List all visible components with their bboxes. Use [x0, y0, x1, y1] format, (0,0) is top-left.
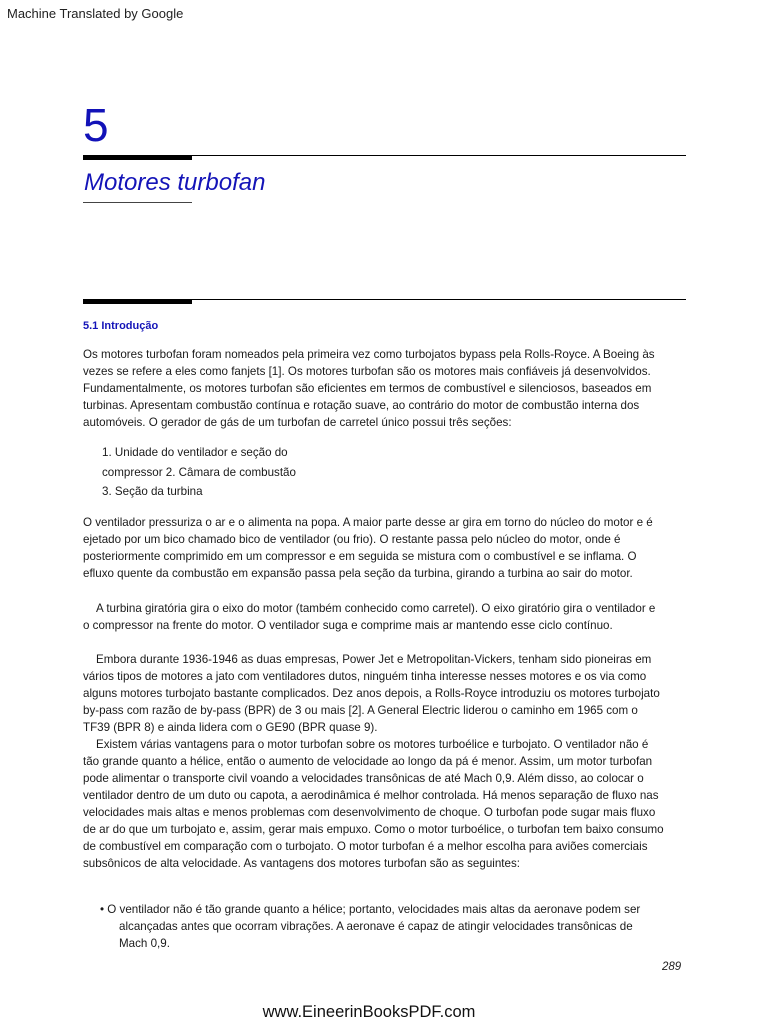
text-line: o compressor na frente do motor. O ventilador suga e comprime mais ar mantendo esse ciclo contínuo. — [83, 619, 613, 632]
text-line: O ventilador pressuriza o ar e o alimenta na popa. A maior parte desse ar gira em torno do núcleo do motor e é — [83, 516, 653, 529]
bullet-list-item — [100, 901, 640, 952]
chapter-number: 5 — [83, 99, 109, 151]
text-line: turbinas. Apresentam combustão contínua e rotação suave, ao contrário do motor de combustão interna dos — [83, 399, 640, 412]
section-heading: 5.1 Introdução — [83, 320, 159, 332]
text-line: vários tipos de motores a jato com ventiladores dutos, ninguém tinha interesse nesses motores e os via como — [83, 670, 647, 683]
section-rule-accent — [83, 299, 192, 304]
text-line: alcançadas antes que ocorram vibrações. A aeronave é capaz de atingir velocidades transônicas de — [119, 920, 633, 933]
text-line: • O ventilador não é tão grande quanto a hélice; portanto, velocidades mais altas da aeronave podem ser — [100, 903, 641, 916]
text-line: posteriormente comprimido em um compressor e em seguida se mistura com o combustível e se inflama. O — [83, 550, 637, 563]
text-line: TF39 (BPR 8) e ainda lidera com o GE90 (BPR quase 9). — [83, 721, 378, 734]
chapter-rule-accent — [83, 155, 192, 160]
paragraph-intro — [83, 346, 693, 431]
list-item: 1. Unidade do ventilador e seção do — [102, 446, 288, 459]
text-line: tão grande quanto a hélice, então o aumento de velocidade ao longo da pá é menor. Assim, um motor turbofan — [83, 755, 653, 768]
numbered-list — [102, 443, 296, 502]
text-line: Existem várias vantagens para o motor turbofan sobre os motores turboélice e turbojato. O ventilador não é — [96, 738, 649, 751]
text-line: ejetado por um bico chamado bico de ventilador (ou frio). O restante passa pelo núcleo do motor, onde é — [83, 533, 621, 546]
paragraph-turbine — [83, 600, 693, 634]
text-line: pode alimentar o transporte civil voando a velocidades transônicas de até Mach 0,9. Além disso, ao colocar o — [83, 772, 644, 785]
text-line: subsônicos de alta velocidade. As vantagens dos motores turbofan são as seguintes: — [83, 857, 520, 870]
chapter-title-underline — [83, 202, 192, 203]
text-line: de combustível em comparação com o turbojato. O motor turbofan é a melhor escolha para aviões comerciais — [83, 840, 648, 853]
paragraph-fan — [83, 514, 693, 582]
text-line: Os motores turbofan foram nomeados pela primeira vez como turbojatos bypass pela Rolls-Royce. A Boeing às — [83, 348, 655, 361]
text-line: automóveis. O gerador de gás de um turbofan de carretel único possui três seções: — [83, 416, 512, 429]
text-line: Fundamentalmente, os motores turbofan são eficientes em termos de combustível e silenciosos, baseados em — [83, 382, 652, 395]
text-line: A turbina giratória gira o eixo do motor (também conhecido como carretel). O eixo giratório gira o ventilador e — [96, 602, 656, 615]
machine-translation-banner: Machine Translated by Google — [7, 6, 184, 21]
footer-url: www.EineerinBooksPDF.com — [262, 1003, 476, 1021]
text-line: vezes se refere a eles como fanjets [1]. Os motores turbofan são os motores mais confiáveis já desenvolvidos. — [83, 365, 651, 378]
text-line: Embora durante 1936-1946 as duas empresas, Power Jet e Metropolitan-Vickers, tenham sido pioneiras em — [96, 653, 652, 666]
list-item: 3. Seção da turbina — [102, 485, 203, 498]
text-line: de ar do que um turbojato e, assim, gerar mais empuxo. Como o motor turboélice, o turbofan tem baixo consumo — [83, 823, 664, 836]
text-line: efluxo quente da combustão em expansão passa pela seção da turbina, girando a turbina ao sair do motor. — [83, 567, 633, 580]
text-line: velocidades mais altas e menos problemas com desenvolvimento de choque. O turbofan pode sugar mais fluxo — [83, 806, 656, 819]
chapter-title: Motores turbofan — [84, 169, 266, 196]
text-line: ventilador dentro de um duto ou capota, a aerodinâmica é melhor controlada. Há menos separação de fluxo nas — [83, 789, 659, 802]
paragraph-history — [83, 651, 693, 872]
text-line: alguns motores turbojato bastante complicados. Dez anos depois, a Rolls-Royce introduziu os motores turbojato — [83, 687, 660, 700]
text-line: Mach 0,9. — [119, 937, 170, 950]
text-line: by-pass com razão de by-pass (BPR) de 3 ou mais [2]. A General Electric liderou o caminho em 1965 com o — [83, 704, 638, 717]
list-item: compressor 2. Câmara de combustão — [102, 465, 296, 479]
page-number: 289 — [662, 961, 682, 973]
